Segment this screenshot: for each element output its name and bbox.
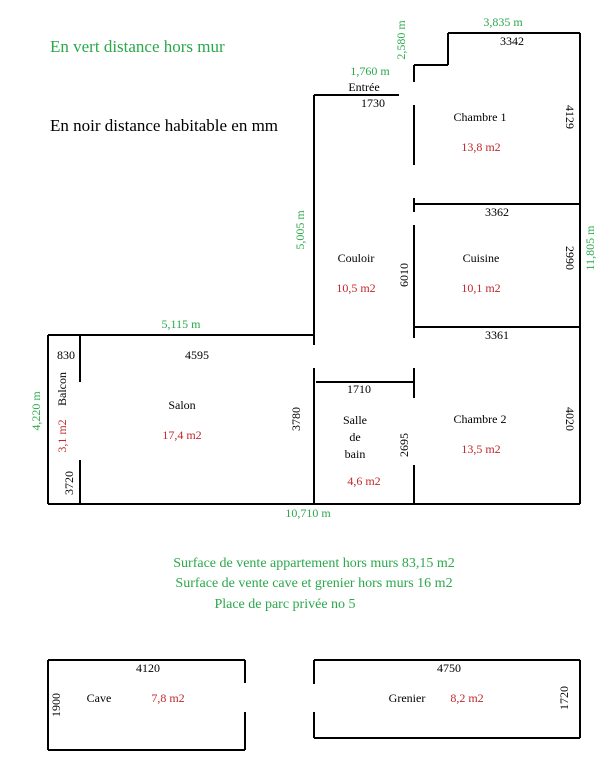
summary-line-2: Surface de vente cave et grenier hors murs 16 m2 bbox=[175, 576, 453, 591]
room-sdb-line1: Salle bbox=[343, 413, 367, 427]
dim-grenier-width: 4750 bbox=[437, 661, 461, 675]
dim-ch2-side: 4020 bbox=[563, 407, 577, 431]
dim-entree-ext: 1,760 m bbox=[350, 64, 390, 78]
dim-cuisine-side: 2990 bbox=[563, 246, 577, 270]
room-entree-name: Entrée bbox=[348, 80, 380, 94]
room-couloir-name: Couloir bbox=[337, 251, 375, 265]
dim-salon-top: 4595 bbox=[185, 348, 209, 362]
dim-couloir-side: 6010 bbox=[397, 263, 411, 287]
dim-balcon-side: 3720 bbox=[62, 471, 76, 495]
room-salon-area: 17,4 m2 bbox=[162, 428, 202, 442]
dim-ch2-top: 3361 bbox=[485, 328, 509, 342]
dim-salon-ext: 5,115 m bbox=[161, 317, 201, 331]
dim-salon-side: 3780 bbox=[289, 407, 303, 431]
summary bbox=[173, 556, 454, 612]
grenier-plan bbox=[314, 660, 580, 738]
cave-area: 7,8 m2 bbox=[151, 691, 185, 705]
dim-cuisine-top: 3362 bbox=[485, 205, 509, 219]
dim-sdb-side: 2695 bbox=[397, 433, 411, 457]
room-sdb-line3: bain bbox=[344, 447, 366, 461]
dim-total-height-ext: 11,805 m bbox=[583, 225, 597, 271]
dim-cave-width: 4120 bbox=[136, 661, 160, 675]
legend-black: En noir distance habitable en mm bbox=[50, 116, 279, 135]
dim-balcon-ext: 4,220 m bbox=[29, 391, 43, 431]
dim-grenier-height: 1720 bbox=[557, 686, 571, 710]
dim-ch1-width-ext: 3,835 m bbox=[483, 15, 523, 29]
room-chambre2-area: 13,5 m2 bbox=[461, 442, 501, 456]
room-labels bbox=[55, 80, 507, 488]
room-balcon-name: Balcon bbox=[55, 372, 69, 406]
room-sdb-line2: de bbox=[349, 430, 361, 444]
room-sdb-area: 4,6 m2 bbox=[347, 474, 381, 488]
grenier-area: 8,2 m2 bbox=[450, 691, 484, 705]
room-salon-name: Salon bbox=[168, 398, 196, 412]
room-balcon-area: 3,1 m2 bbox=[55, 419, 69, 453]
grenier-name: Grenier bbox=[388, 691, 426, 705]
dim-balcon-top: 830 bbox=[57, 348, 75, 362]
cave-name: Cave bbox=[86, 691, 112, 705]
cave-plan bbox=[48, 660, 245, 750]
room-cuisine-area: 10,1 m2 bbox=[461, 281, 501, 295]
room-couloir-area: 10,5 m2 bbox=[336, 281, 376, 295]
dim-entree: 1730 bbox=[361, 96, 385, 110]
room-cuisine-name: Cuisine bbox=[462, 251, 500, 265]
walls bbox=[48, 33, 580, 504]
summary-line-1: Surface de vente appartement hors murs 83,15 m2 bbox=[173, 556, 455, 571]
room-chambre2-name: Chambre 2 bbox=[453, 412, 507, 426]
room-chambre1-area: 13,8 m2 bbox=[461, 140, 501, 154]
dim-sdb-top: 1710 bbox=[347, 382, 371, 396]
legend-green: En vert distance hors mur bbox=[50, 37, 225, 56]
dim-total-width-ext: 10,710 m bbox=[285, 506, 331, 520]
dim-ch1-step-ext: 2,580 m bbox=[394, 20, 408, 60]
summary-line-3: Place de parc privée no 5 bbox=[214, 597, 356, 612]
dim-couloir-ext: 5,005 m bbox=[293, 210, 307, 250]
dim-ch1-side: 4129 bbox=[563, 105, 577, 129]
dim-cave-height: 1900 bbox=[49, 693, 63, 717]
dim-ch1-top: 3342 bbox=[500, 34, 524, 48]
room-chambre1-name: Chambre 1 bbox=[453, 110, 507, 124]
